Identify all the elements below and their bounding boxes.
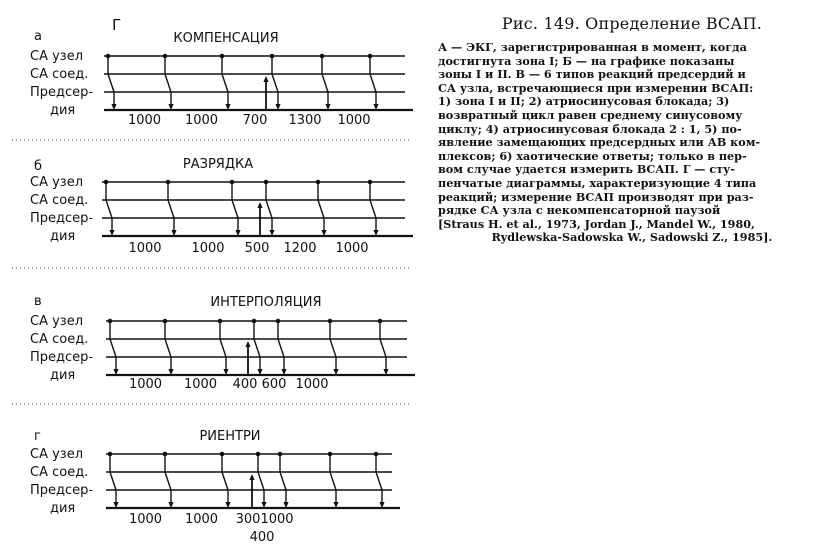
- row-label-sa-node: СА узел: [30, 49, 84, 64]
- interval-label: 1000: [127, 113, 162, 128]
- caption-line: зоны I и II. В — 6 типов реакций предсердий и: [438, 67, 746, 82]
- interval-label: 1000: [183, 377, 218, 392]
- panel-title: РАЗРЯДКА: [182, 157, 254, 172]
- conduction-line: [220, 339, 226, 357]
- premature-beat-arrow: [249, 474, 254, 480]
- conduction-line: [110, 339, 116, 357]
- caption-line: реакций; измерение ВСАП производят при раз-: [438, 189, 754, 204]
- interval-label: 1000: [128, 377, 163, 392]
- interval-label: 1000: [260, 512, 294, 527]
- caption-line: пенчатые диаграммы, характеризующие 4 типа: [438, 175, 757, 190]
- row-label-atria: дия: [50, 103, 76, 118]
- caption-line: плексов; 6) хаотические ответы; только в пер-: [438, 148, 747, 163]
- corner-label: Г: [112, 16, 122, 34]
- interval-label: 1000: [128, 512, 163, 527]
- panel-letter: б: [34, 159, 43, 174]
- conduction-line: [330, 472, 336, 490]
- row-label-sa-junction: СА соед.: [30, 332, 89, 347]
- conduction-line: [106, 200, 112, 218]
- interval-label: 1300: [288, 113, 322, 128]
- interval-label: 700: [242, 113, 268, 128]
- caption-line: 1) зона I и II; 2) атриосинусовая блокада; 3): [438, 94, 730, 109]
- interval-label: 1000: [335, 241, 369, 256]
- row-label-atria: Предсер-: [30, 350, 94, 365]
- figure-caption-text: [438, 41, 826, 245]
- interval-label: 600: [261, 377, 287, 392]
- conduction-line: [165, 74, 171, 92]
- interval-label: 1000: [184, 113, 219, 128]
- interval-label: 1000: [128, 241, 162, 256]
- conduction-line: [165, 472, 171, 490]
- caption-line: циклу; 4) атриосинусовая блокада 2 : 1, 5) по-: [438, 121, 742, 136]
- row-label-atria: Предсер-: [30, 85, 94, 100]
- interval-label: 1000: [295, 377, 329, 392]
- conduction-line: [168, 200, 174, 218]
- conduction-line: [278, 339, 284, 357]
- premature-beat-arrow: [245, 341, 250, 347]
- panel-letter: а: [34, 29, 42, 44]
- conduction-line: [370, 200, 376, 218]
- conduction-line: [370, 74, 376, 92]
- premature-beat-arrow: [263, 76, 268, 82]
- row-label-sa-node: СА узел: [30, 175, 84, 190]
- interval-label: 500: [244, 241, 270, 256]
- conduction-line: [108, 74, 114, 92]
- row-label-atria: дия: [50, 501, 76, 516]
- conduction-line: [232, 200, 238, 218]
- conduction-line: [222, 472, 228, 490]
- panel-letter: в: [34, 294, 42, 309]
- panel-letter: г: [34, 429, 41, 444]
- caption-line: СА узла, встречающиеся при измерении ВСАП:: [438, 80, 754, 95]
- interval-label: 1200: [283, 241, 317, 256]
- caption-line: рядке СА узла с некомпенсаторной паузой: [438, 203, 721, 218]
- row-label-sa-node: СА узел: [30, 314, 84, 329]
- caption-line: возвратный цикл равен среднему синусовому: [438, 107, 743, 122]
- conduction-line: [110, 472, 116, 490]
- row-label-atria: Предсер-: [30, 483, 94, 498]
- interval-label: 400: [249, 530, 275, 545]
- caption-line: явление замещающих предсердных или АВ ком-: [438, 135, 761, 150]
- row-label-sa-junction: СА соед.: [30, 67, 89, 82]
- figure-title: Рис. 149. Определение ВСАП.: [501, 14, 763, 33]
- caption-line: Rydlewska-Sadowska W., Sadowski Z., 1985].: [491, 230, 773, 245]
- interval-label: 1000: [191, 241, 225, 256]
- conduction-line: [376, 472, 382, 490]
- interval-label: 1000: [184, 512, 219, 527]
- conduction-line: [222, 74, 228, 92]
- conduction-line: [266, 200, 272, 218]
- interval-label: 300: [235, 512, 261, 527]
- row-label-atria: дия: [50, 229, 76, 244]
- row-label-sa-junction: СА соед.: [30, 465, 89, 480]
- conduction-line: [380, 339, 386, 357]
- caption-line: достигнута зона I; Б — на графике показаны: [438, 53, 735, 68]
- interval-label: 1000: [337, 113, 371, 128]
- panel-title: РИЕНТРИ: [199, 429, 261, 444]
- figure-caption: [438, 14, 826, 245]
- row-label-atria: Предсер-: [30, 211, 94, 226]
- conduction-line: [165, 339, 171, 357]
- conduction-line: [330, 339, 336, 357]
- conduction-line: [318, 200, 324, 218]
- caption-line: А — ЭКГ, зарегистрированная в момент, когда: [438, 40, 747, 54]
- caption-line: вом случае удается измерить ВСАП. Г — сту-: [438, 162, 735, 177]
- conduction-line: [254, 339, 260, 357]
- panel-title: КОМПЕНСАЦИЯ: [173, 31, 279, 46]
- row-label-sa-junction: СА соед.: [30, 193, 89, 208]
- conduction-line: [272, 74, 278, 92]
- row-label-sa-node: СА узел: [30, 447, 84, 462]
- row-label-atria: дия: [50, 368, 76, 383]
- conduction-line: [280, 472, 286, 490]
- premature-beat-arrow: [257, 202, 262, 208]
- interval-label: 400: [232, 377, 258, 392]
- caption-line: [Straus H. et al., 1973, Jordan J., Mandel W., 1980,: [438, 216, 755, 231]
- conduction-line: [322, 74, 328, 92]
- conduction-line: [258, 472, 264, 490]
- panel-title: ИНТЕРПОЛЯЦИЯ: [210, 295, 322, 310]
